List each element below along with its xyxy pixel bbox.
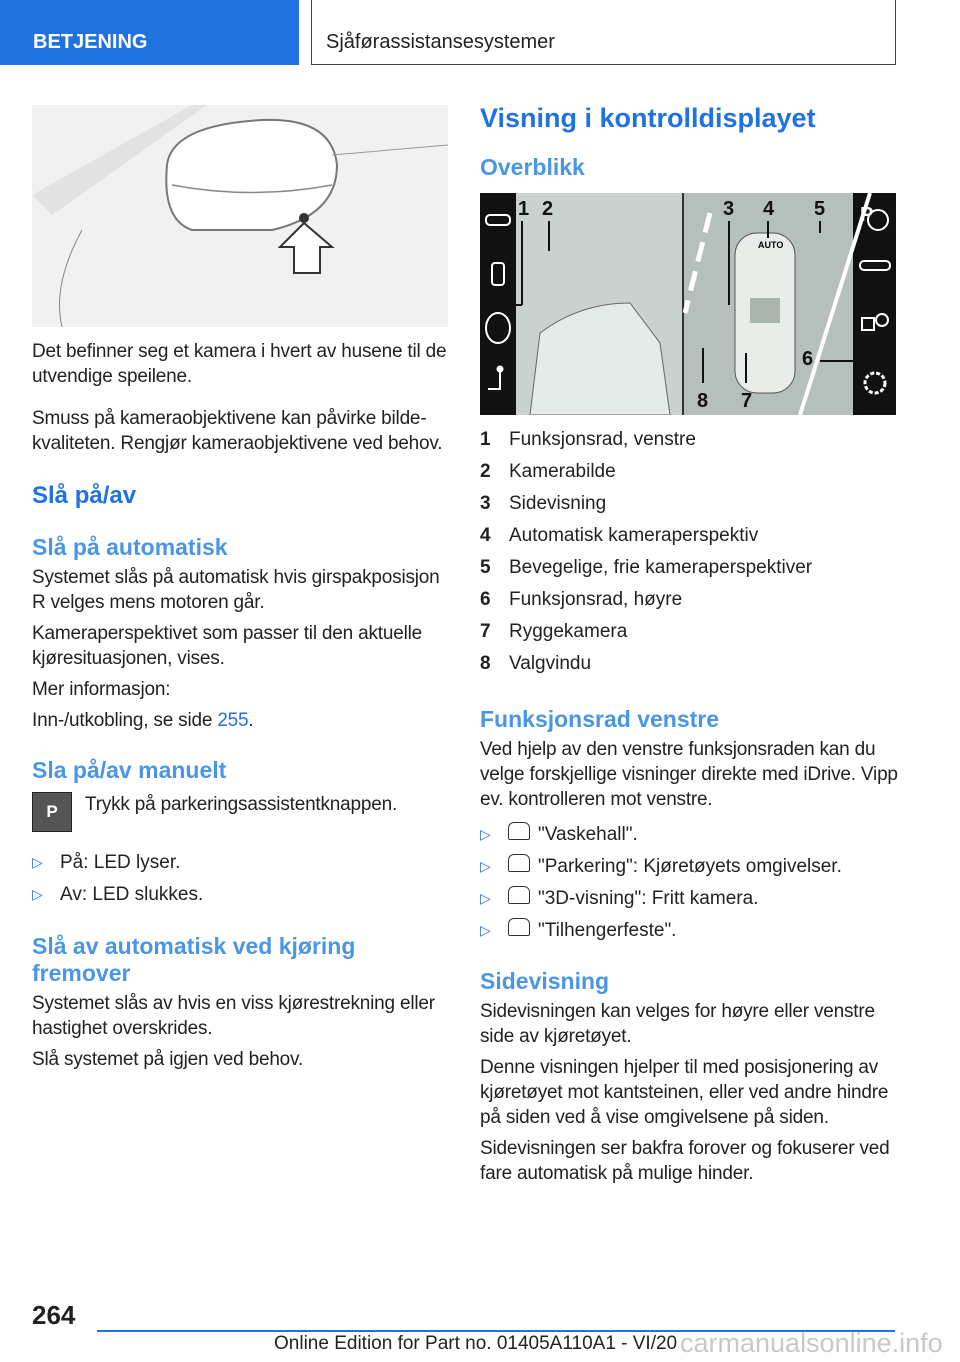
page-link[interactable]: 255 bbox=[217, 710, 249, 731]
mirror-camera-image bbox=[32, 105, 448, 327]
legend-number: 1 bbox=[480, 429, 491, 450]
legend-text: Automatisk kameraperspektiv bbox=[509, 525, 759, 546]
legend-number: 3 bbox=[480, 493, 491, 514]
legend-number: 5 bbox=[480, 557, 491, 578]
list-item bbox=[32, 850, 450, 875]
button-instruction bbox=[32, 792, 450, 832]
camera-display-figure bbox=[480, 193, 896, 415]
callout-8: 8 bbox=[697, 390, 709, 412]
legend-text: Ryggekamera bbox=[509, 621, 628, 642]
legend-item bbox=[480, 619, 898, 644]
legend-number: 6 bbox=[480, 589, 491, 610]
bullet-triangle-icon: ▷ bbox=[480, 922, 491, 938]
bullet-triangle-icon: ▷ bbox=[480, 890, 491, 906]
legend-number: 2 bbox=[480, 461, 491, 482]
legend-text: Bevegelige, frie kameraperspektiver bbox=[509, 557, 813, 578]
paragraph: Kameraperspektivet som passer til den aktuelle kjøresituasjonen, vises. bbox=[32, 623, 422, 669]
paragraph: Det befinner seg et kamera i hvert av husene til de utvendige speilene. bbox=[32, 341, 447, 387]
heading-side-view: Sidevisning bbox=[480, 968, 610, 994]
legend-number: 7 bbox=[480, 621, 491, 642]
right-column bbox=[480, 103, 898, 1192]
view-options-list bbox=[480, 822, 898, 943]
page-number: 264 bbox=[32, 1300, 76, 1330]
text: . bbox=[248, 710, 254, 731]
legend-text: Funksjonsrad, høyre bbox=[509, 589, 683, 610]
legend-number: 8 bbox=[480, 653, 491, 674]
edition-text: Online Edition for Part no. 01405A110A1 - VI/20 bbox=[274, 1333, 678, 1354]
paragraph: Ved hjelp av den venstre funksjonsraden kan du velge forskjellige visninger direkte med iDrive. Vipp ev. kontrolleren mot venstre. bbox=[480, 739, 898, 810]
parking-assistant-button-icon bbox=[32, 792, 72, 832]
p-label: P bbox=[860, 204, 874, 226]
legend-item bbox=[480, 587, 898, 612]
callout-4: 4 bbox=[763, 198, 775, 220]
legend-item bbox=[480, 555, 898, 580]
paragraph: Systemet slås av hvis en viss kjørestrekning eller hastighet overskrides. bbox=[32, 993, 435, 1039]
legend-text: Sidevisning bbox=[509, 493, 607, 514]
legend-number: 4 bbox=[480, 525, 491, 546]
paragraph: Denne visningen hjelper til med posisjonering av kjøretøyet mot kantsteinen, eller ved andre hindre på siden ved å vise omgivelsene på siden. bbox=[480, 1057, 889, 1128]
paragraph: Mer informasjon: bbox=[32, 679, 171, 700]
list-item bbox=[480, 854, 898, 879]
paragraph: Sidevisningen ser bakfra forover og fokuserer ved fare automatisk på mulige hinder. bbox=[480, 1138, 890, 1184]
callout-2: 2 bbox=[542, 198, 554, 220]
legend-item bbox=[480, 651, 898, 676]
legend-item bbox=[480, 491, 898, 516]
heading-overview: Overblikk bbox=[480, 154, 585, 180]
section-tab: BETJENING bbox=[0, 0, 299, 65]
text: "Tilhengerfeste". bbox=[538, 920, 677, 941]
callout-5: 5 bbox=[814, 198, 826, 220]
chapter-title: Sjåførassistansesystemer bbox=[311, 0, 896, 65]
figure-legend bbox=[480, 427, 898, 676]
list-item bbox=[480, 886, 898, 911]
3d-view-icon bbox=[508, 886, 530, 904]
heading-manual: Sla på/av manuelt bbox=[32, 757, 227, 783]
legend-item bbox=[480, 459, 898, 484]
heading-left-row: Funksjonsrad venstre bbox=[480, 706, 720, 732]
heading-auto-on: Slå på automatisk bbox=[32, 534, 228, 560]
bullet-triangle-icon: ▷ bbox=[32, 854, 43, 870]
paragraph: Slå systemet på igjen ved behov. bbox=[32, 1049, 304, 1070]
legend-text: Kamerabilde bbox=[509, 461, 616, 482]
parking-view-icon bbox=[508, 854, 530, 872]
paragraph: Trykk på parkeringsassistentknappen. bbox=[85, 794, 398, 815]
watermark: carmanualsonline.info bbox=[680, 1328, 943, 1358]
auto-label: AUTO bbox=[758, 240, 784, 250]
bullet-triangle-icon: ▷ bbox=[480, 826, 491, 842]
list-item bbox=[480, 918, 898, 943]
legend-item bbox=[480, 523, 898, 548]
paragraph-see-page bbox=[32, 708, 450, 733]
callout-7: 7 bbox=[741, 390, 753, 412]
paragraph: Smuss på kameraobjektivene kan påvirke bildekvaliteten. Rengjør kameraobjektivene ved behov. bbox=[32, 408, 443, 454]
bullet-triangle-icon: ▷ bbox=[32, 886, 43, 902]
legend-text: Valgvindu bbox=[509, 653, 592, 674]
list-item bbox=[32, 882, 450, 907]
paragraph: Sidevisningen kan velges for høyre eller venstre side av kjøretøyet. bbox=[480, 1001, 875, 1047]
heading-auto-off: Slå av automatisk ved kjøring fremover bbox=[32, 933, 356, 986]
list-item bbox=[480, 822, 898, 847]
trailer-hitch-icon bbox=[508, 918, 530, 936]
legend-text: Funksjonsrad, venstre bbox=[509, 429, 696, 450]
text: Av: LED slukkes. bbox=[60, 884, 204, 905]
car-wash-icon bbox=[508, 822, 530, 840]
text: "3D-visning": Fritt kamera. bbox=[538, 888, 759, 909]
callout-3: 3 bbox=[723, 198, 735, 220]
text: På: LED lyser. bbox=[60, 852, 181, 873]
icon-label: P bbox=[46, 802, 58, 821]
callout-6: 6 bbox=[802, 348, 814, 370]
text: Inn-/utkobling, se side bbox=[32, 710, 218, 731]
paragraph: Systemet slås på automatisk hvis girspakposisjon R velges mens motoren går. bbox=[32, 567, 440, 613]
heading-display: Visning i kontrolldisplayet bbox=[480, 103, 816, 133]
bullet-triangle-icon: ▷ bbox=[480, 858, 491, 874]
text: "Vaskehall". bbox=[538, 824, 638, 845]
legend-item bbox=[480, 427, 898, 452]
text: "Parkering": Kjøretøyets omgivelser. bbox=[538, 856, 842, 877]
left-column bbox=[32, 105, 450, 1078]
heading-on-off: Slå på/av bbox=[32, 482, 137, 509]
callout-1: 1 bbox=[518, 198, 530, 220]
